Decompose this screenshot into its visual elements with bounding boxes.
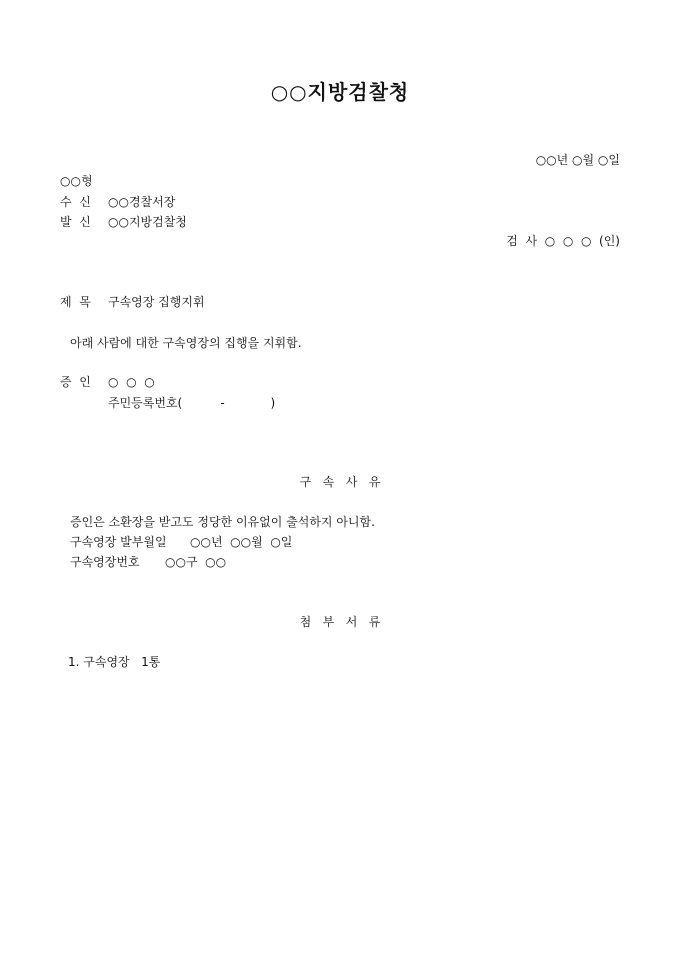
prosecutor-signature: 검 사 ○ ○ ○ (인)	[506, 234, 620, 248]
warrant-date-value: ○○년 ○○월 ○일	[190, 535, 293, 549]
receive-value: ○○경찰서장	[108, 195, 176, 209]
subject-value: 구속영장 집행지휘	[108, 295, 205, 309]
warrant-date-label: 구속영장 발부월일	[70, 535, 167, 549]
subject-label: 제 목	[60, 295, 91, 309]
body-text: 아래 사람에 대한 구속영장의 집행을 지휘함.	[70, 336, 302, 350]
witness-name: ○ ○ ○	[108, 375, 155, 389]
receive-label: 수 신	[60, 195, 91, 209]
attachment-item: 1. 구속영장 1통	[68, 655, 161, 669]
document-title: ○○지방검찰청	[270, 80, 410, 104]
reason-heading: 구 속 사 유	[299, 475, 381, 489]
attachment-heading: 첨 부 서 류	[299, 615, 381, 629]
witness-resident-number: 주민등록번호( - )	[108, 396, 276, 410]
warrant-number-label: 구속영장번호	[70, 555, 140, 569]
send-label: 발 신	[60, 215, 91, 229]
witness-label: 증 인	[60, 375, 91, 389]
warrant-number-value: ○○구 ○○	[165, 555, 227, 569]
send-value: ○○지방검찰청	[108, 215, 187, 229]
reason-text: 증인은 소환장을 받고도 정당한 이유없이 출석하지 아니함.	[70, 515, 375, 529]
document-date: ○○년 ○월 ○일	[535, 153, 620, 167]
recipient-line: ○○형	[60, 174, 93, 188]
